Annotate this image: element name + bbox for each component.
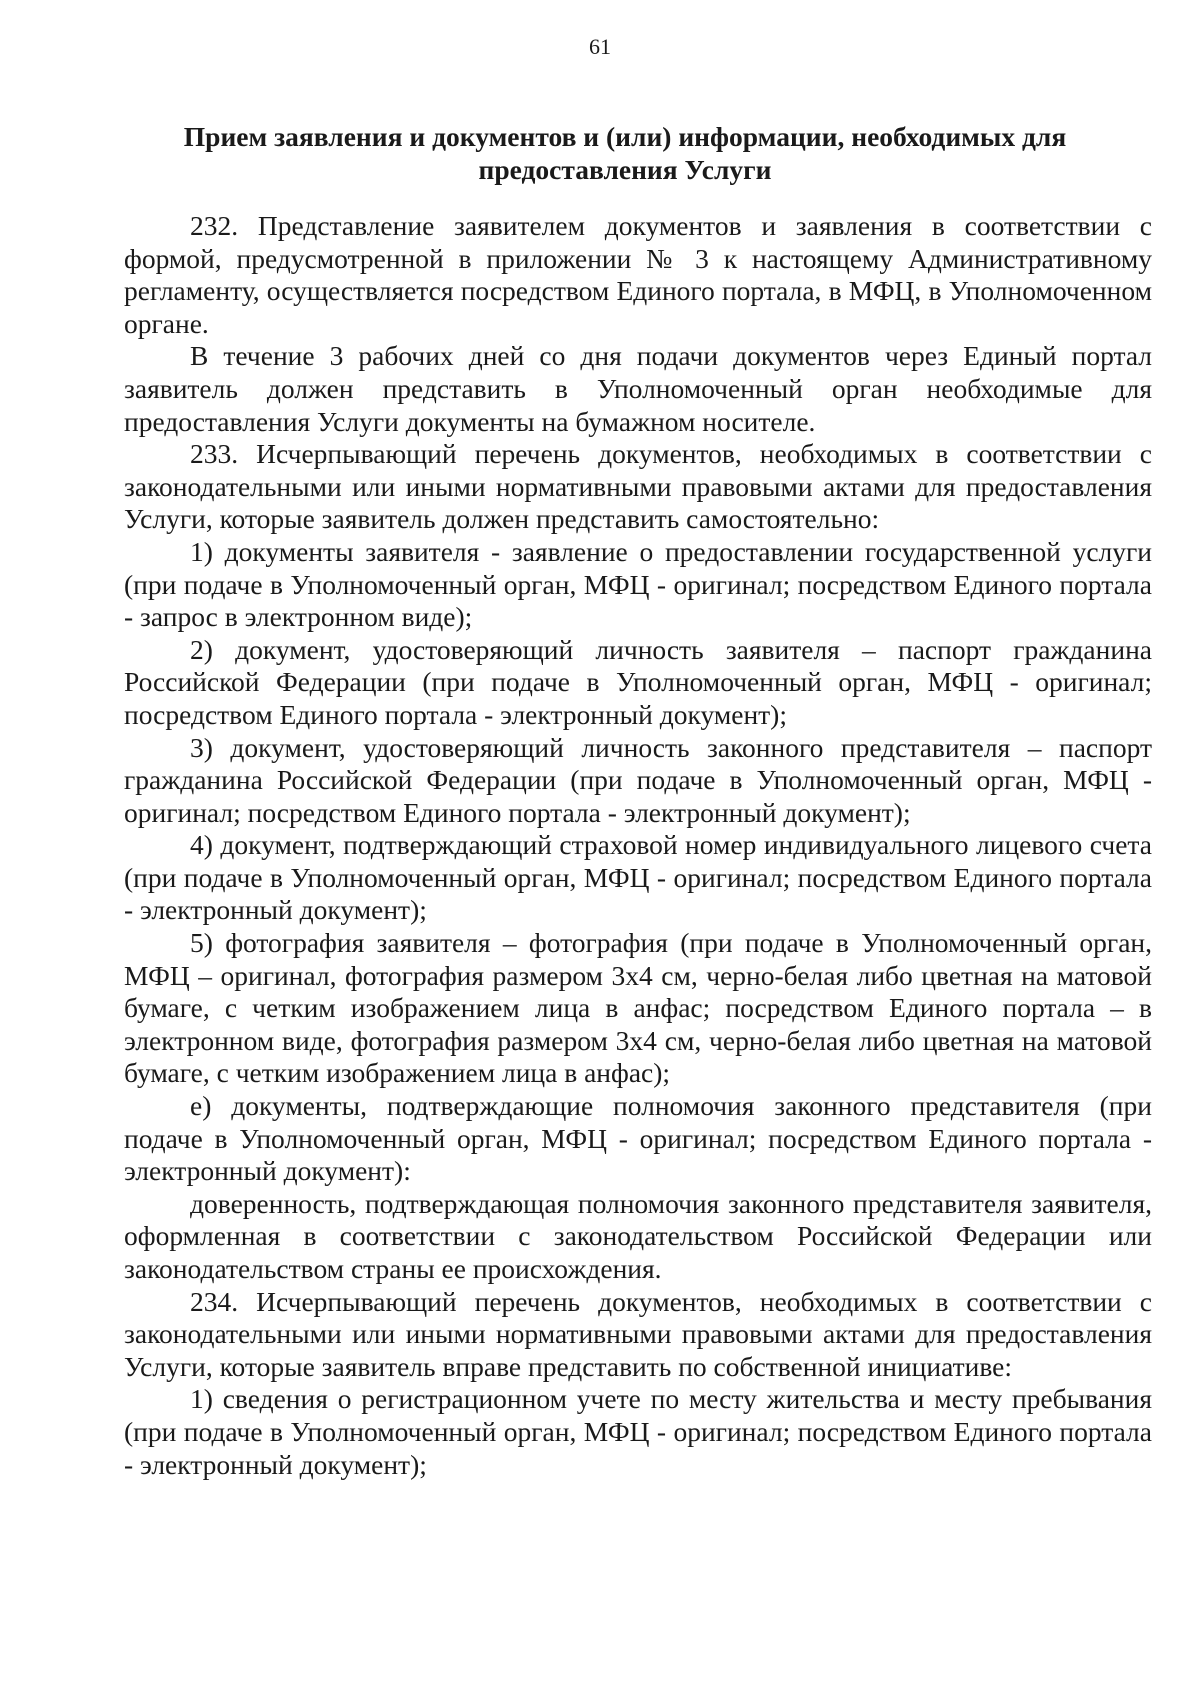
list-item-4: 4) документ, подтверждающий страховой номер индивидуального лицевого счета (при подаче в Уполномоченный орган, МФЦ - оригинал; посредством Единого портала - электронный документ); bbox=[124, 829, 1152, 926]
list-item-3: 3) документ, удостоверяющий личность законного представителя – паспорт гражданина Российской Федерации (при подаче в Уполномоченный орган, МФЦ - оригинал; посредством Единого портала - электронный документ); bbox=[124, 731, 1152, 828]
paragraph-233: 233. Исчерпывающий перечень документов, необходимых в соответствии с законодательными или иными нормативными правовыми актами для предоставления Услуги, которые заявитель должен представить самостоятельно: bbox=[124, 438, 1152, 535]
page-number: 61 bbox=[589, 34, 611, 59]
paragraph-232: 232. Представление заявителем документов и заявления в соответствии с формой, предусмотренной в приложении № 3 к настоящему Административному регламенту, осуществляется посредством Единого портала, в МФЦ, в Уполномоченном органе. bbox=[124, 210, 1152, 339]
document-body bbox=[124, 210, 1152, 1481]
list-item-1: 1) документы заявителя - заявление о предоставлении государственной услуги (при подаче в Уполномоченный орган, МФЦ - оригинал; посредством Единого портала - запрос в электронном виде); bbox=[124, 535, 1152, 633]
paragraph-234: 234. Исчерпывающий перечень документов, необходимых в соответствии с законодательными или иными нормативными правовыми актами для предоставления Услуги, которые заявитель вправе представить по собственной инициативе: bbox=[124, 1285, 1152, 1382]
list-item-e: е) документы, подтверждающие полномочия законного представителя (при подаче в Уполномоченный орган, МФЦ - оригинал; посредством Единого портала - электронный документ): bbox=[124, 1090, 1152, 1187]
list-item-234-1: 1) сведения о регистрационном учете по месту жительства и месту пребывания (при подаче в Уполномоченный орган, МФЦ - оригинал; посредством Единого портала - электронный документ); bbox=[124, 1383, 1152, 1480]
list-item-2: 2) документ, удостоверяющий личность заявителя – паспорт гражданина Российской Федерации (при подаче в Уполномоченный орган, МФЦ - оригинал; посредством Единого портала - электронный документ); bbox=[124, 633, 1152, 730]
list-item-5: 5) фотография заявителя – фотография (при подаче в Уполномоченный орган, МФЦ – оригинал, фотография размером 3х4 см, черно-белая либо цветная на матовой бумаге, с четким изображением лица в анфас; посредством Единого портала – в электронном виде, фотография размером 3х4 см, черно-белая либо цветная на матовой бумаге, с четким изображением лица в анфас); bbox=[124, 927, 1152, 1089]
section-title: Прием заявления и документов и (или) информации, необходимых для предоставления Услуги bbox=[183, 121, 1067, 185]
list-item-e-power-of-attorney: доверенность, подтверждающая полномочия законного представителя заявителя, оформленная в соответствии с законодательством Российской Федерации или законодательством страны ее происхождения. bbox=[124, 1187, 1152, 1284]
paragraph-232-deadline: В течение 3 рабочих дней со дня подачи документов через Единый портал заявитель должен представить в Уполномоченный орган необходимые для предоставления Услуги документы на бумажном носителе. bbox=[124, 340, 1152, 437]
